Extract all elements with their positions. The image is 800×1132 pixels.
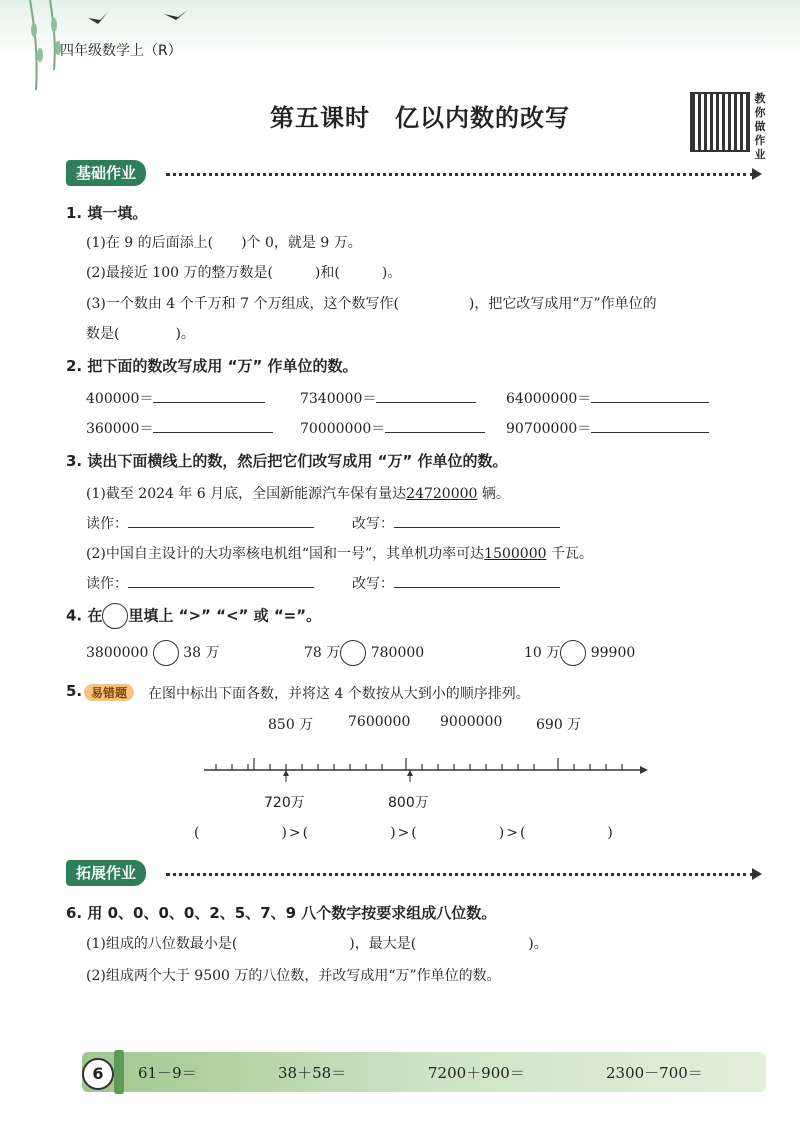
q2-expr: 64000000＝ <box>506 388 709 408</box>
q5-number-4: 690 万 <box>536 717 582 733</box>
q6-item-2: (2)组成两个大于 9500 万的八位数，并改写成用“万”作单位的数。 <box>86 968 501 984</box>
q2-heading: 2. 把下面的数改写成用 “万” 作单位的数。 <box>66 357 358 375</box>
q3-rewrite-1: 改写： <box>352 513 560 533</box>
q3-item-1: (1)截至 2024 年 6 月底，全国新能源汽车保有量达24720000 辆。 <box>86 486 510 502</box>
q1-item-3-cont: 数是( )。 <box>86 326 195 342</box>
q2-expr: 90700000＝ <box>506 418 709 438</box>
q5-error-prone-tag: 易错题 <box>84 682 134 701</box>
divider-arrow-icon <box>752 168 762 180</box>
q5-number: 5. <box>66 682 83 700</box>
footer-equation: 61－9＝ <box>138 1064 197 1082</box>
q5-number-2: 7600000 <box>348 714 411 730</box>
q5-order-line: ( )>( )>( )>( ) <box>194 825 615 841</box>
answer-circle[interactable] <box>340 640 366 666</box>
q2-expr: 360000＝ <box>86 418 273 438</box>
footer-bamboo-icon <box>114 1050 124 1094</box>
q5-number-1: 850 万 <box>268 717 314 733</box>
q2-expr: 70000000＝ <box>300 418 485 438</box>
section-basic-tag: 基础作业 <box>66 160 146 186</box>
divider-arrow-icon <box>752 868 762 880</box>
q3-read-1: 读作： <box>86 513 314 533</box>
footer-equation: 7200＋900＝ <box>428 1064 525 1082</box>
section-divider <box>166 873 754 876</box>
q1-item-3: (3)一个数由 4 个千万和 7 个万组成，这个数写作( )，把它改写成用“万”作单位的 <box>86 296 657 312</box>
q4-heading: 4. 在 里填上 “>” “<” 或 “=”。 <box>66 603 321 629</box>
footer-equation: 2300－700＝ <box>606 1064 703 1082</box>
q3-rewrite-2: 改写： <box>352 573 560 593</box>
q4-pair-1: 3800000 38 万 <box>86 640 220 666</box>
q2-expr: 7340000＝ <box>300 388 476 408</box>
lesson-title: 第五课时 亿以内数的改写 <box>270 104 570 132</box>
q3-read-2: 读作： <box>86 573 314 593</box>
q5-text: 在图中标出下面各数，并将这 4 个数按从大到小的顺序排列。 <box>148 686 530 702</box>
q5-number-3: 9000000 <box>440 714 503 730</box>
q4-pair-3: 10 万 99900 <box>524 640 635 666</box>
q3-number-2: 1500000 <box>484 546 547 562</box>
q1-item-2: (2)最接近 100 万的整万数是( )和( )。 <box>86 265 402 281</box>
q3-item-2: (2)中国自主设计的大功率核电机组“国和一号”，其单机功率可达1500000 千瓦。 <box>86 546 593 562</box>
section-divider <box>166 173 754 176</box>
q1-heading: 1. 填一填。 <box>66 204 148 222</box>
page-number: 6 <box>82 1058 114 1090</box>
q3-number-1: 24720000 <box>406 486 478 502</box>
answer-circle[interactable] <box>560 640 586 666</box>
q6-heading: 6. 用 0、0、0、0、2、5、7、9 八个数字按要求组成八位数。 <box>66 904 497 922</box>
q3-heading: 3. 读出下面横线上的数，然后把它们改写成用 “万” 作单位的数。 <box>66 452 508 470</box>
footer-equation: 38＋58＝ <box>278 1064 347 1082</box>
marker-label-720: 720万 <box>264 795 305 811</box>
compare-circle-icon <box>102 603 128 629</box>
qr-caption: 教你做作业 <box>754 92 766 161</box>
swallows-illustration <box>84 4 204 34</box>
answer-circle[interactable] <box>153 640 179 666</box>
number-line <box>200 752 650 782</box>
q4-pair-2: 78 万 780000 <box>304 640 424 666</box>
qr-code[interactable] <box>690 92 750 152</box>
q2-expr: 400000＝ <box>86 388 265 408</box>
q6-item-1: (1)组成的八位数最小是( )，最大是( )。 <box>86 936 548 952</box>
section-extended-tag: 拓展作业 <box>66 860 146 886</box>
q1-item-1: (1)在 9 的后面添上( )个 0，就是 9 万。 <box>86 235 362 251</box>
book-label: 四年级数学上（R） <box>60 43 182 59</box>
marker-label-800: 800万 <box>388 795 429 811</box>
